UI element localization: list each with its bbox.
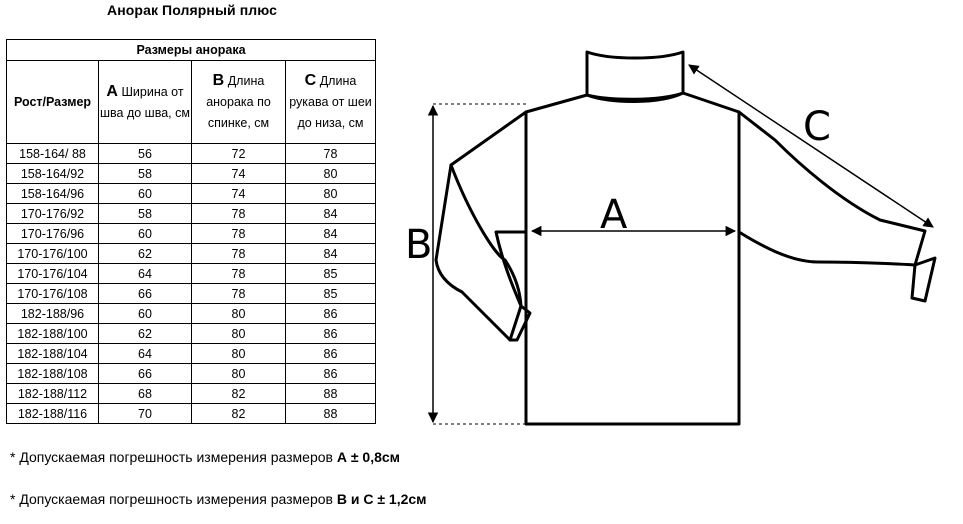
header-c-text: Длина рукава от шеи до низа, см [289, 74, 372, 130]
label-b: B [405, 222, 433, 268]
cell-size: 170-176/104 [7, 264, 99, 284]
cell-c: 86 [286, 324, 376, 344]
table-row [7, 204, 376, 224]
table-row [7, 364, 376, 384]
cell-c: 86 [286, 304, 376, 324]
size-table [6, 39, 376, 424]
cell-c: 88 [286, 404, 376, 424]
header-a [99, 61, 192, 144]
cell-b: 82 [192, 404, 286, 424]
table-row [7, 384, 376, 404]
cell-c: 84 [286, 224, 376, 244]
cell-c: 85 [286, 264, 376, 284]
body-outline [436, 93, 925, 424]
cell-b: 82 [192, 384, 286, 404]
cell-a: 70 [99, 404, 192, 424]
cell-c: 84 [286, 204, 376, 224]
cell-a: 60 [99, 184, 192, 204]
table-row [7, 224, 376, 244]
left-sleeve-seam [451, 165, 521, 306]
cell-c: 78 [286, 144, 376, 164]
table-row [7, 264, 376, 284]
cell-size: 182-188/108 [7, 364, 99, 384]
cell-a: 60 [99, 304, 192, 324]
cell-a: 64 [99, 264, 192, 284]
page-title: Анорак Полярный плюс [107, 2, 278, 18]
cell-a: 68 [99, 384, 192, 404]
cell-a: 58 [99, 204, 192, 224]
cell-a: 56 [99, 144, 192, 164]
cell-a: 62 [99, 244, 192, 264]
cell-size: 170-176/108 [7, 284, 99, 304]
table-row [7, 144, 376, 164]
table-row [7, 324, 376, 344]
table-row [7, 244, 376, 264]
cell-b: 78 [192, 244, 286, 264]
cell-b: 78 [192, 284, 286, 304]
cell-a: 60 [99, 224, 192, 244]
table-row [7, 184, 376, 204]
tolerance-note-bc [10, 491, 427, 507]
cell-a: 58 [99, 164, 192, 184]
cell-b: 78 [192, 224, 286, 244]
cell-a: 66 [99, 284, 192, 304]
cell-c: 80 [286, 164, 376, 184]
cell-b: 72 [192, 144, 286, 164]
cell-a: 62 [99, 324, 192, 344]
collar-outline [587, 52, 683, 99]
note2-prefix: * Допускаемая погрешность измерения размеров [10, 491, 337, 507]
cell-b: 74 [192, 164, 286, 184]
cell-size: 182-188/104 [7, 344, 99, 364]
cell-b: 80 [192, 324, 286, 344]
note2-value: В и С ± 1,2см [336, 491, 427, 507]
cell-size: 182-188/96 [7, 304, 99, 324]
cell-c: 80 [286, 184, 376, 204]
note1-prefix: * Допускаемая погрешность измерения размеров [10, 449, 337, 465]
cell-b: 74 [192, 184, 286, 204]
header-a-text: Ширина от шва до шва, см [100, 84, 190, 120]
cell-c: 86 [286, 344, 376, 364]
cell-c: 88 [286, 384, 376, 404]
cell-b: 80 [192, 364, 286, 384]
header-b [192, 61, 286, 144]
header-a-letter: А [106, 82, 118, 100]
cell-b: 78 [192, 204, 286, 224]
cell-b: 80 [192, 344, 286, 364]
table-caption: Размеры анорака [7, 40, 376, 61]
cell-c: 85 [286, 284, 376, 304]
table-row [7, 304, 376, 324]
table-body [7, 144, 376, 424]
cell-size: 158-164/92 [7, 164, 99, 184]
cell-size: 182-188/116 [7, 404, 99, 424]
tolerance-note-a [10, 449, 400, 465]
table-row [7, 404, 376, 424]
cell-size: 158-164/96 [7, 184, 99, 204]
cell-a: 66 [99, 364, 192, 384]
table-row [7, 344, 376, 364]
note1-value: А ± 0,8см [336, 449, 401, 465]
cell-size: 158-164/ 88 [7, 144, 99, 164]
header-b-letter: В [212, 72, 225, 89]
cell-size: 170-176/100 [7, 244, 99, 264]
cell-size: 170-176/96 [7, 224, 99, 244]
header-c [286, 61, 376, 144]
header-b-text: Длина анорака по спинке, см [206, 74, 271, 130]
cell-c: 86 [286, 364, 376, 384]
header-rost: Рост/Размер [7, 61, 99, 144]
anorak-diagram [400, 30, 945, 435]
label-c: C [803, 104, 831, 150]
cell-size: 182-188/112 [7, 384, 99, 404]
cell-c: 84 [286, 244, 376, 264]
cell-a: 64 [99, 344, 192, 364]
table-row [7, 284, 376, 304]
table-row [7, 164, 376, 184]
header-c-letter: С [304, 72, 317, 89]
cell-size: 182-188/100 [7, 324, 99, 344]
right-cuff [912, 258, 935, 301]
cell-size: 170-176/92 [7, 204, 99, 224]
label-a: A [600, 192, 628, 238]
cell-b: 80 [192, 304, 286, 324]
cell-b: 78 [192, 264, 286, 284]
